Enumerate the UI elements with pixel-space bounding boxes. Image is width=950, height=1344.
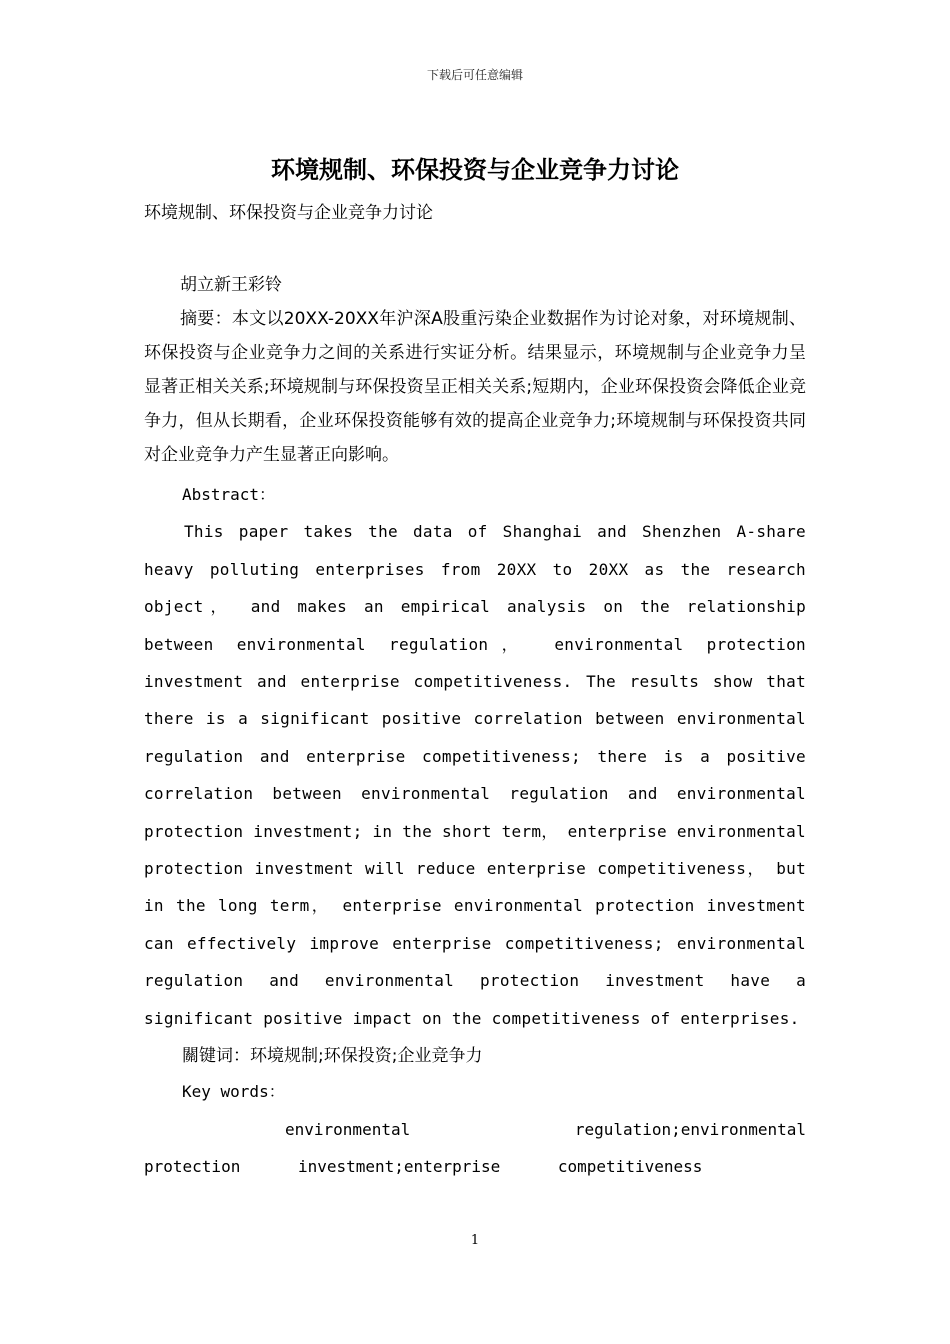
abstract-chinese: 摘要：本文以20XX-20XX年沪深A股重污染企业数据作为讨论对象，对环境规制、环保投资与企业竞争力之间的关系进行实证分析。结果显示，环境规制与企业竞争力呈显著正相关关系;环境规制与环保投资呈正相关关系;短期内，企业环保投资会降低企业竞争力，但从长期看，企业环保投资能够有效的提高企业竞争力;环境规制与环保投资共同对企业竞争力产生显著正向影响。	[144, 309, 806, 465]
document-body	[144, 196, 806, 1185]
spacer	[144, 230, 806, 268]
abstract-english: This paper takes the data of Shanghai and Shenzhen A-share heavy polluting enterprises from 20XX to 20XX as the research object， and makes an empirical analysis on the relationship between environmental regulation， environmental protection investment and enterprise competitiveness. The results show that there is a significant positive correlation between environmental regulation and enterprise competitiveness; there is a positive correlation between environmental regulation and environmental protection investment; in the short term， enterprise environmental protection investment will reduce enterprise competitiveness， but in the long term， enterprise environmental protection investment can effectively improve enterprise competitiveness; environmental regulation and environmental protection investment have a significant positive impact on the competitiveness of enterprises.	[144, 522, 806, 1028]
keywords-chinese: 關键词：环境规制;环保投资;企业竞争力	[182, 1046, 483, 1067]
document-title: 环境规制、环保投资与企业竞争力讨论	[271, 156, 679, 184]
keywords-english: environmental regulation;environmental protection investment;enterprise competitiveness	[144, 1119, 806, 1176]
header-note: 下载后可任意编辑	[426, 68, 523, 82]
abstract-english-label: Abstract：	[182, 485, 276, 504]
page-number: 1	[470, 1233, 480, 1248]
keywords-english-label: Key words：	[182, 1082, 285, 1102]
authors: 胡立新王彩铃	[180, 275, 282, 295]
document-subtitle: 环境规制、环保投资与企业竞争力讨论	[144, 203, 433, 223]
